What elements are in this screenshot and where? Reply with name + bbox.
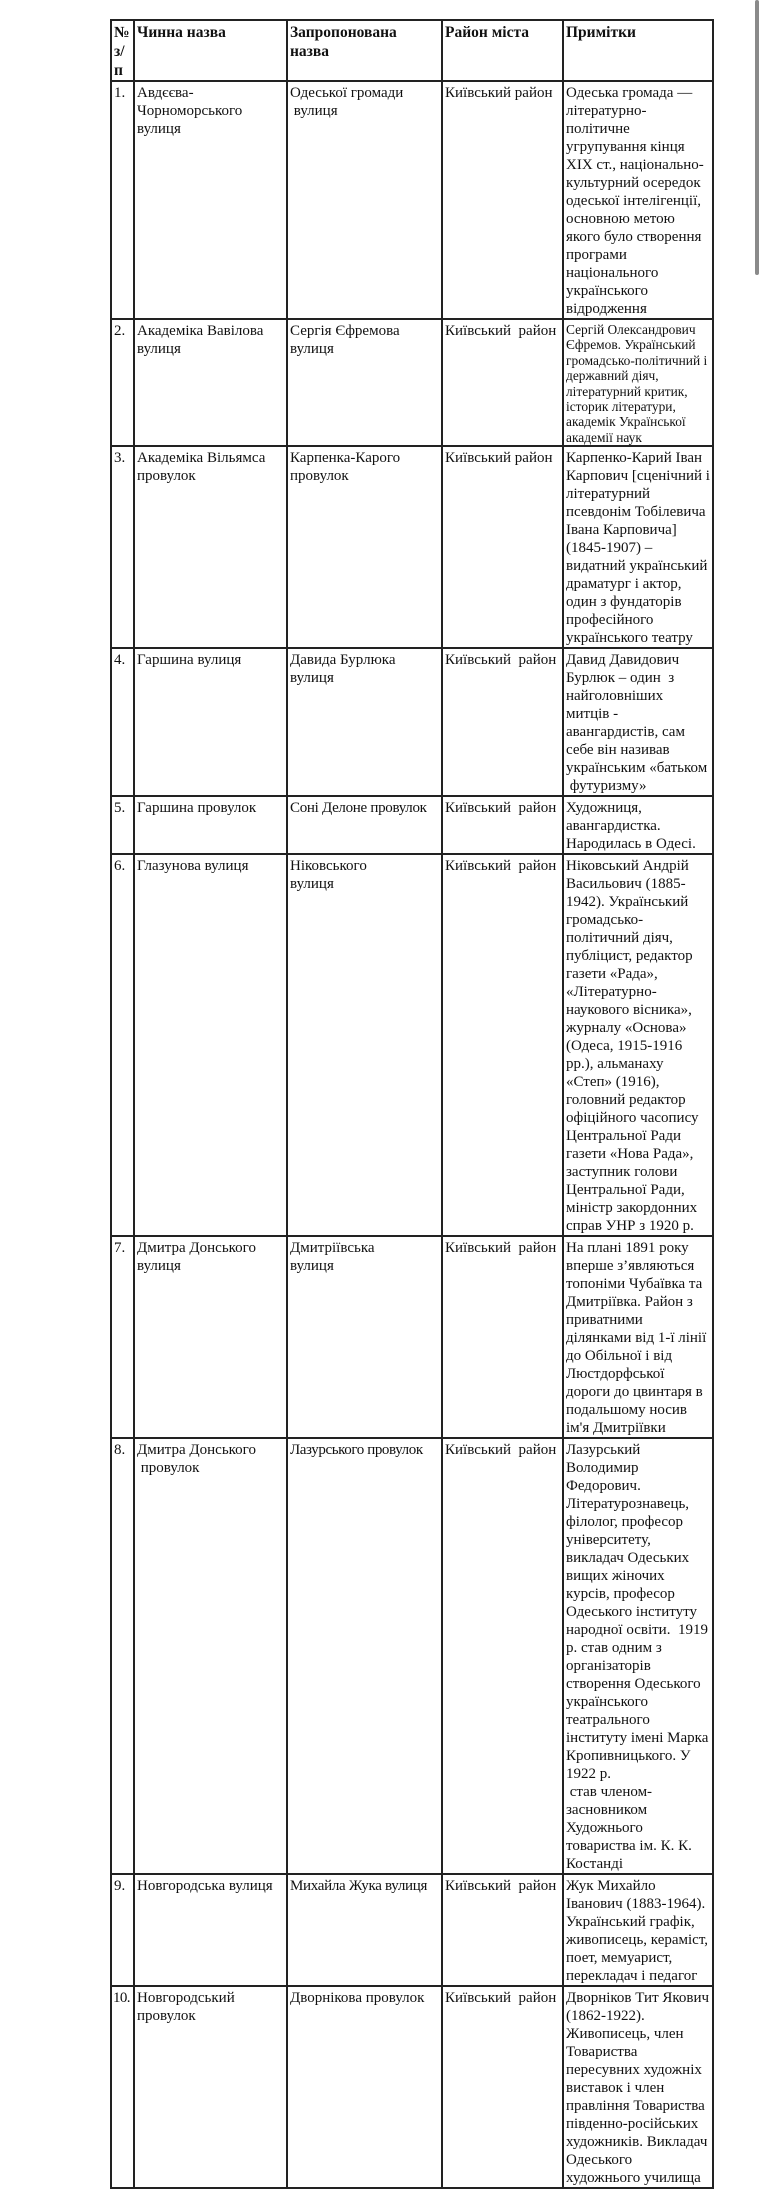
notes: Дворніков Тит Якович (1862-1922). Живописець, член Товариства пересувних художніх виставок і член правління Товариства південно-російських художників. Викладач Одеського художнього училища [563, 1986, 713, 2188]
table-row [111, 1236, 713, 1438]
district: Київський район [442, 854, 563, 1236]
table-row [111, 319, 713, 446]
current-name: Авдєєва-Чорноморського вулиця [134, 81, 287, 319]
header-district: Район міста [442, 20, 563, 81]
header-notes: Примітки [563, 20, 713, 81]
proposed-name: Лазурського провулок [287, 1438, 442, 1874]
current-name: Гаршина провулок [134, 796, 287, 854]
district: Київський район [442, 796, 563, 854]
header-current-name: Чинна назва [134, 20, 287, 81]
row-number: 4. [111, 648, 134, 796]
row-number: 2. [111, 319, 134, 446]
district: Київський район [442, 319, 563, 446]
district: Київський район [442, 1438, 563, 1874]
current-name: Новгородський провулок [134, 1986, 287, 2188]
row-number: 6. [111, 854, 134, 1236]
district: Київський район [442, 1874, 563, 1986]
proposed-name: Соні Делоне провулок [287, 796, 442, 854]
table-row [111, 796, 713, 854]
header-proposed-name: Запропонована назва [287, 20, 442, 81]
table-row [111, 854, 713, 1236]
table-row [111, 1438, 713, 1874]
vertical-scrollbar[interactable] [755, 0, 759, 275]
row-number: 3. [111, 446, 134, 648]
notes: Ніковський Андрій Васильович (1885-1942). Український громадсько-політичний діяч, публіцист, редактор газети «Рада», «Літературно-наукового вісника», журналу «Основа» (Одеса, 1915-1916 рр.), альманаху «Степ» (1916), головний редактор офіційного часопису Центральної Ради газети «Нова Рада», заступник голови Центральної Ради, міністр закордонних справ УНР з 1920 р. [563, 854, 713, 1236]
row-number: 10. [111, 1986, 134, 2188]
proposed-name: Ніковського вулиця [287, 854, 442, 1236]
current-name: Глазунова вулиця [134, 854, 287, 1236]
notes: Лазурський Володимир Федорович. Літературознавець, філолог, професор університету, викладач Одеських вищих жіночих курсів, професор Одеського інституту народної освіти. 1919 р. став одним з організаторів створення Одеського українського театрального інституту імені Марка Кропивницького. У 1922 р. став членом-засновником Художнього товариства ім. К. К. Костанді [563, 1438, 713, 1874]
district: Київський район [442, 1236, 563, 1438]
proposed-name: Сергія Єфремова вулиця [287, 319, 442, 446]
proposed-name: Одеської громади вулиця [287, 81, 442, 319]
notes: Сергій Олександрович Єфремов. Український громадсько-політичний і державний діяч, літературний критик, історик літератури, академік Української академії наук [563, 319, 713, 446]
row-number: 9. [111, 1874, 134, 1986]
current-name: Дмитра Донського вулиця [134, 1236, 287, 1438]
street-renaming-table [110, 19, 714, 2189]
proposed-name: Карпенка-Карого провулок [287, 446, 442, 648]
current-name: Дмитра Донського провулок [134, 1438, 287, 1874]
district: Київський район [442, 1986, 563, 2188]
current-name: Академіка Вільямса провулок [134, 446, 287, 648]
table-row [111, 1874, 713, 1986]
row-number: 7. [111, 1236, 134, 1438]
notes: Жук Михайло Іванович (1883-1964). Український графік, живописець, кераміст, поет, мемуарист, перекладач і педагог [563, 1874, 713, 1986]
district: Київський район [442, 446, 563, 648]
table-header-row [111, 20, 713, 81]
table-row [111, 648, 713, 796]
header-number: № з/ п [111, 20, 134, 81]
proposed-name: Давида Бурлюка вулиця [287, 648, 442, 796]
notes: Одеська громада — літературно-політичне угрупування кінця XIX ст., національно-культурний осередок одеської інтелігенції, основною метою якого було створення програми національного українського відродження [563, 81, 713, 319]
table-row [111, 81, 713, 319]
proposed-name: Дворнікова провулок [287, 1986, 442, 2188]
notes: Карпенко-Карий Іван Карпович [сценічний і літературний псевдонім Тобілевича Івана Карповича] (1845-1907) – видатний український драматург і актор, один з фундаторів професійного українського театру [563, 446, 713, 648]
row-number: 5. [111, 796, 134, 854]
district: Київський район [442, 81, 563, 319]
notes: На плані 1891 року вперше з’являються топоніми Чубаївка та Дмитріївка. Район з приватними ділянками від 1-ї лінії до Обільної і від Люстдорфської дороги до цвинтаря в подальшому носив ім'я Дмитріївки [563, 1236, 713, 1438]
proposed-name: Михайла Жука вулиця [287, 1874, 442, 1986]
row-number: 1. [111, 81, 134, 319]
current-name: Академіка Вавілова вулиця [134, 319, 287, 446]
notes: Художниця, авангардистка. Народилась в Одесі. [563, 796, 713, 854]
proposed-name: Дмитріївська вулиця [287, 1236, 442, 1438]
table-row [111, 1986, 713, 2188]
table-row [111, 446, 713, 648]
row-number: 8. [111, 1438, 134, 1874]
current-name: Новгородська вулиця [134, 1874, 287, 1986]
notes: Давид Давидович Бурлюк – один з найголовніших митців - авангардистів, сам себе він називав українським «батьком футуризму» [563, 648, 713, 796]
current-name: Гаршина вулиця [134, 648, 287, 796]
district: Київський район [442, 648, 563, 796]
